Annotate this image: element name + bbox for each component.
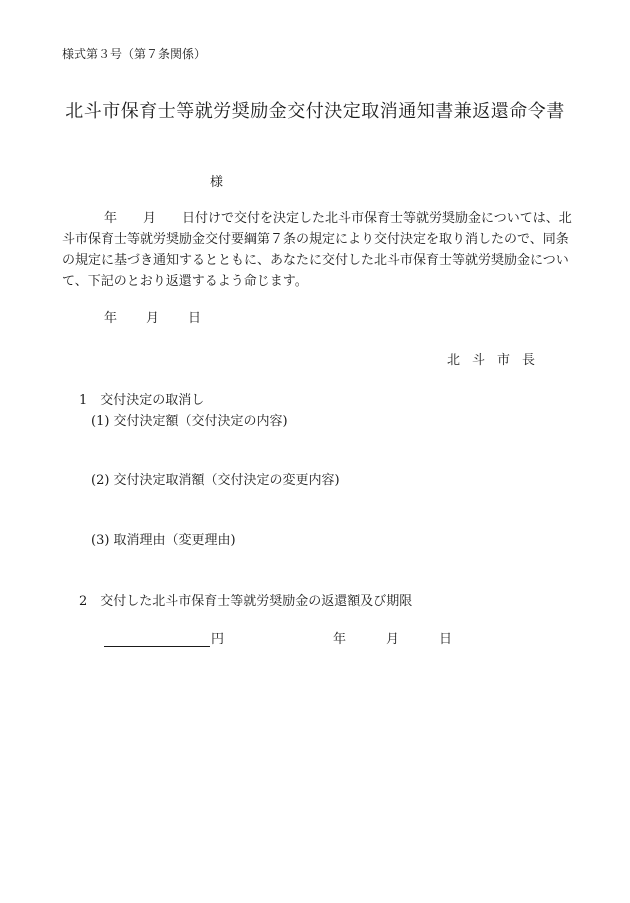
issue-date-day: 日 [188, 311, 202, 326]
section-1-heading: 1 交付決定の取消し [79, 393, 205, 408]
section-1-item-1: (1) 交付決定額（交付決定の内容) [91, 414, 288, 429]
section-1-item-2: (2) 交付決定取消額（交付決定の変更内容) [91, 473, 340, 488]
refund-amount-line [104, 628, 224, 647]
notice-paragraph [62, 208, 572, 292]
section-2-heading: 2 交付した北斗市保育士等就労奨励金の返還額及び期限 [79, 594, 413, 609]
notice-body [62, 208, 572, 292]
deadline-month: 月 [386, 632, 400, 647]
addressee-honorific: 様 [210, 175, 224, 190]
notice-paragraph-text: 年 月 日付けで交付を決定した北斗市保育士等就労奨励金については、北斗市保育士等就労奨励金交付要綱第７条の規定により交付決定を取り消したので、同条の規定に基づき通知するとともに、あなたに交付した北斗市保育士等就労奨励金について、下記のとおり返還するよう命じます。 [62, 211, 572, 289]
issue-date-month: 月 [146, 311, 160, 326]
document-title: 北斗市保育士等就労奨励金交付決定取消通知書兼返還命令書 [65, 101, 565, 122]
refund-amount-unit: 円 [211, 632, 225, 647]
deadline-day: 日 [439, 632, 453, 647]
form-number: 様式第３号（第７条関係） [62, 47, 207, 61]
section-1-item-3: (3) 取消理由（変更理由) [91, 533, 236, 548]
deadline-year: 年 [333, 632, 347, 647]
signatory-name: 北斗市長 [447, 353, 548, 368]
issue-date-year: 年 [104, 311, 118, 326]
refund-amount-blank [104, 632, 210, 647]
